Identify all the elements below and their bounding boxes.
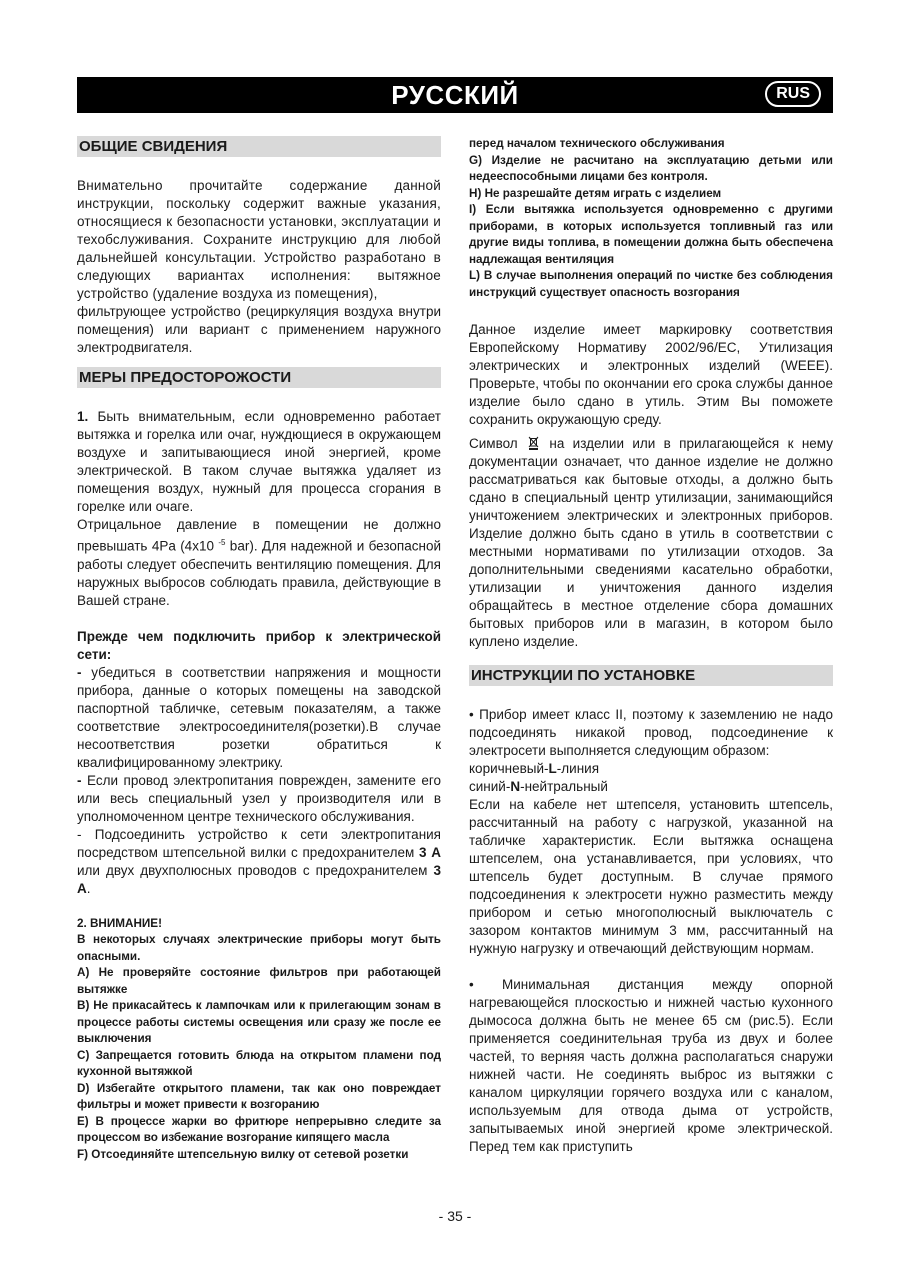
wire-blue-role: -нейтральный <box>520 779 608 794</box>
pressure-text-a: Отрицальное давление в помещении не должно превышать 4Pa (4x10 <box>77 517 441 554</box>
attention-item-i: I) Если вытяжка используется одновременно с другими приборами, в которых используется топливный газ или другие виды топлива, в помещении должна быть обеспечена надлежащая вентиляция <box>469 203 833 266</box>
general-paragraph-1: Внимательно прочитайте содержание данной инструкции, поскольку содержит важные указания, относящиеся к безопасности установки, эксплуатации и техобслуживания. Сохраните инструкцию для любой дальнейшей консультации. Устройство разработано в следующих вариантах исполнения: вытяжное устройство (удаление воздуха из помещения), <box>77 178 441 301</box>
plug-paragraph: Если на кабеле нет штепселя, установить штепсель, рассчитанный на работу с нагрузкой, указанной на табличке характеристик. Если вытяжка оснащена штепселем, она устанавливается, при условиях, что штепсель будет доступным. В случае прямого подсоединения к электросети нужно разместить между прибором и сетью многополюсный выключатель с зазором контактов минимум 3 мм, рассчитанный на нужную нагрузку и отвечающий действующим нормам. <box>469 797 833 956</box>
attention-title: 2. ВНИМАНИЕ! <box>77 916 162 930</box>
dash-mark-2: - <box>77 772 82 788</box>
language-banner <box>77 77 833 113</box>
attention-item-l: L) В случае выполнения операций по чистке без соблюдения инструкций существует опасность возгорания <box>469 269 833 299</box>
page-title: РУССКИЙ <box>391 80 519 110</box>
electrical-dash-2 <box>77 772 441 826</box>
wire-blue-label: синий- <box>469 779 511 794</box>
attention-item-g: G) Изделие не расчитано на эксплуатацию детьми или недееспособными лицами без контроля. <box>469 153 833 183</box>
wire-brown-label: коричневый- <box>469 761 549 776</box>
weee-paragraph-1: Данное изделие имеет маркировку соответствия Европейскому Нормативу 2002/96/EC, Утилизация электрических и электронных изделий (WEEE). Проверьте, чтобы по окончании его срока службы данное изделие было сдано в утиль. Этим Вы поможете сохранить окружающую среду. <box>469 322 833 427</box>
attention-item-e: E) В процессе жарки во фритюре непрерывно следите за процессом во избежание возгорание кипящего масла <box>77 1114 441 1144</box>
precaution-item-1-number: 1. <box>77 409 89 424</box>
pressure-text-b: bar). Для надежной и безопасной работы следует обеспечить вентиляцию помещения. Для наружных выбросов соблюдать правила, действующие в Вашей стране. <box>77 538 441 608</box>
installation-heading: ИНСТРУКЦИИ ПО УСТАНОВКЕ <box>469 665 833 686</box>
dash-text-3d: . <box>86 880 91 896</box>
attention-item-a: A) Не проверяйте состояние фильтров при работающей вытяжке <box>77 966 441 996</box>
precaution-item-1-text: Быть внимательным, если одновременно работает вытяжка и горелка или очаг, нуждющиеся в окружающем воздухе и запитывающиеся иной энергией, кроме электрической. В таком случае вытяжка удаляет из помещения воздух, нужный для процесса сгорания в горелке или очаге. <box>77 409 441 514</box>
attention-item-f: F) Отсоединяйте штепсельную вилку от сетевой розетки <box>77 1147 409 1161</box>
weee-text: на изделии или в прилагающейся к нему документации означает, что данное изделие не должно рассматриваться как бытовые отходы, а должно быть сдано в специальный центр утилизации, занимающийся уничтожением электрических и электронных приборов. Изделие должно быть сдано в утиль в соответствии с местными нормативами по утилизации отходов. За дополнительными сведениями касательно обработки, утилизации и уничтожения данного изделия обращайтесь в местное отделение сбора домашних бытовых приборов или в магазин, в котором было куплено изделие. <box>469 436 833 649</box>
wire-blue-code: N <box>510 779 521 794</box>
wire-blue <box>469 778 833 796</box>
pressure-paragraph <box>77 516 441 610</box>
wire-brown <box>469 760 833 778</box>
precaution-item-1 <box>77 408 441 516</box>
dash-mark-1: - <box>77 664 82 680</box>
pressure-exponent: -5 <box>218 538 226 547</box>
page-number: - 35 - <box>438 1208 472 1224</box>
fuse-rating-2: 3 А <box>77 862 441 896</box>
left-column <box>77 136 441 1163</box>
precautions-heading: МЕРЫ ПРЕДОСТОРОЖОСТИ <box>77 367 441 388</box>
installation-bullet-1: • Прибор имеет класс II, поэтому к заземлению не надо подсоединять никакой провод, подсоединение к электросети выполняется следующим образом: <box>469 707 833 758</box>
right-column <box>469 136 833 1156</box>
fuse-rating-1: 3 А <box>419 844 441 860</box>
general-paragraph-2: фильтрующее устройство (рециркуляция воздуха внутри помещения) или вариант с применением наружного электродвигателя. <box>77 304 441 355</box>
wire-brown-role: -линия <box>556 761 600 776</box>
attention-item-c: C) Запрещается готовить блюда на открытом пламени под кухонной вытяжкой <box>77 1048 441 1078</box>
attention-item-f-continued: перед началом технического обслуживания <box>469 137 725 150</box>
crossed-out-bin-icon <box>528 436 539 450</box>
attention-intro: В некоторых случаях электрические приборы могут быть опасными. <box>77 933 441 963</box>
weee-paragraph-2 <box>469 435 833 651</box>
dash-text-1: убедиться в соответствии напряжения и мощности прибора, данные о которых помещены на заводской паспортной табличке, сетевым показателям, а также соответствие электросоединителя(розетки).В случае несоответствия розетки обратиться к квалифицированному электрику. <box>77 664 441 770</box>
dash-text-3c: или двух двухполюсных проводов с предохранителем <box>77 862 434 878</box>
attention-item-h: H) Не разрешайте детям играть с изделием <box>469 186 722 200</box>
general-heading: ОБЩИЕ СВИДЕНИЯ <box>77 136 441 157</box>
wire-brown-code: L <box>548 761 557 776</box>
dash-text-2: Если провод электропитания поврежден, замените его или весь специальный узел у производителя или в уполномоченном центре технического обслуживания. <box>77 772 441 824</box>
electrical-dash-1 <box>77 664 441 772</box>
language-badge: RUS <box>765 81 821 107</box>
attention-item-b: B) Не прикасайтесь к лампочкам или к прилегающим зонам в процессе работы системы освещения или сразу же после ее выключения <box>77 999 441 1045</box>
electrical-heading: Прежде чем подключить прибор к электрической сети: <box>77 628 441 662</box>
dash-text-3a: - Подсоединить устройство к сети электропитания посредством штепсельной вилки с предохранителем <box>77 826 441 860</box>
symbol-word: Символ <box>469 436 518 451</box>
electrical-dash-3 <box>77 826 441 898</box>
attention-item-d: D) Избегайте открытого пламени, так как оно повреждает фильтры и может привести к возгоранию <box>77 1081 441 1111</box>
installation-bullet-2: • Минимальная дистанция между опорной нагревающейся плоскостью и нижней частью кухонного дымососа должна быть не менее 65 см (рис.5). Если применяется соединительная труба из двух и более частей, то верняя часть должна располагаться снаружи нижней части. Не соединять выброс из вытяжки с каналом циркуляции горячего воздуха или с каналом, используемым для отвода дыма от устройств, запытываемых иной энергией кроме электрической. Перед тем как приступить <box>469 977 833 1154</box>
